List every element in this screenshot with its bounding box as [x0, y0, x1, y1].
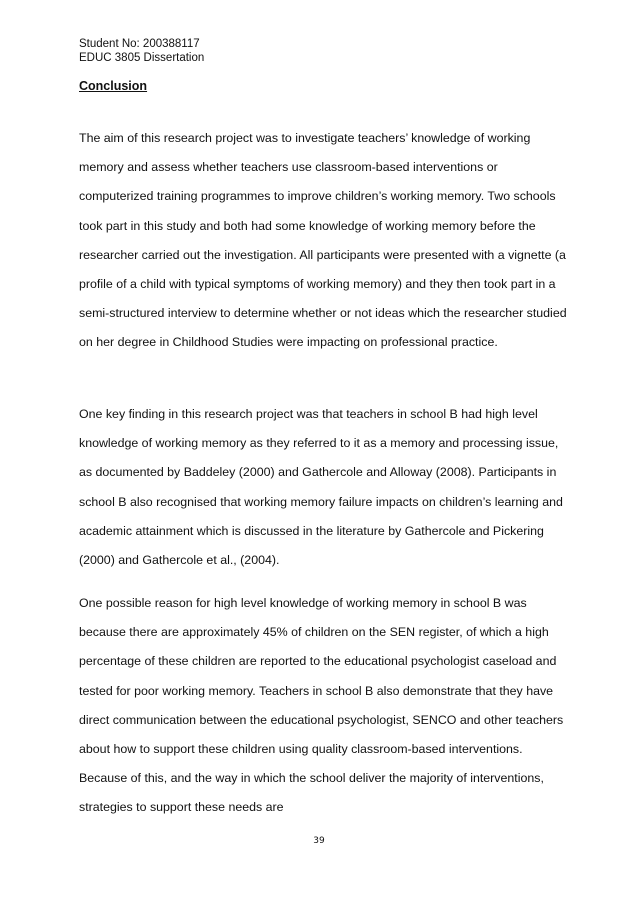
- paragraph-3: [79, 589, 569, 823]
- paragraph-text: One key finding in this research project was that teachers in school B had high level knowledge of working memory as they referred to it as a memory and processing issue, as documented by Baddeley (2000) and Gathercole and Alloway (2008). Participants in school B also recognised that working memory failure impacts on children’s learning and academic attainment which is discussed in the literature by Gathercole and Pickering (2000) and Gathercole et al., (2004).: [79, 407, 563, 568]
- paragraph-text: The aim of this research project was to investigate teachers’ knowledge of working memory and assess whether teachers use classroom-based interventions or computerized training programmes to improve children’s working memory. Two schools took part in this study and both had some knowledge of working memory before the researcher carried out the investigation. All participants were presented with a vignette (a profile of a child with typical symptoms of working memory) and they then took part in a semi-structured interview to determine whether or not ideas which the researcher studied on her degree in Childhood Studies were impacting on professional practice.: [79, 131, 567, 350]
- course-title: EDUC 3805 Dissertation: [79, 52, 205, 64]
- student-number: Student No: 200388117: [79, 38, 200, 50]
- section-heading: Conclusion: [79, 79, 148, 93]
- paragraph-2: [79, 400, 569, 575]
- paragraph-text: One possible reason for high level knowledge of working memory in school B was because there are approximately 45% of children on the SEN register, of which a high percentage of these children are reported to the educational psychologist caseload and tested for poor working memory. Teachers in school B also demonstrate that they have direct communication between the educational psychologist, SENCO and other teachers about how to support these children using quality classroom-based interventions. Because of this, and the way in which the school deliver the majority of interventions, strategies to support these needs are: [79, 596, 564, 815]
- page-number: 39: [313, 836, 325, 846]
- paragraph-1: [79, 124, 569, 358]
- page-header: [79, 37, 204, 65]
